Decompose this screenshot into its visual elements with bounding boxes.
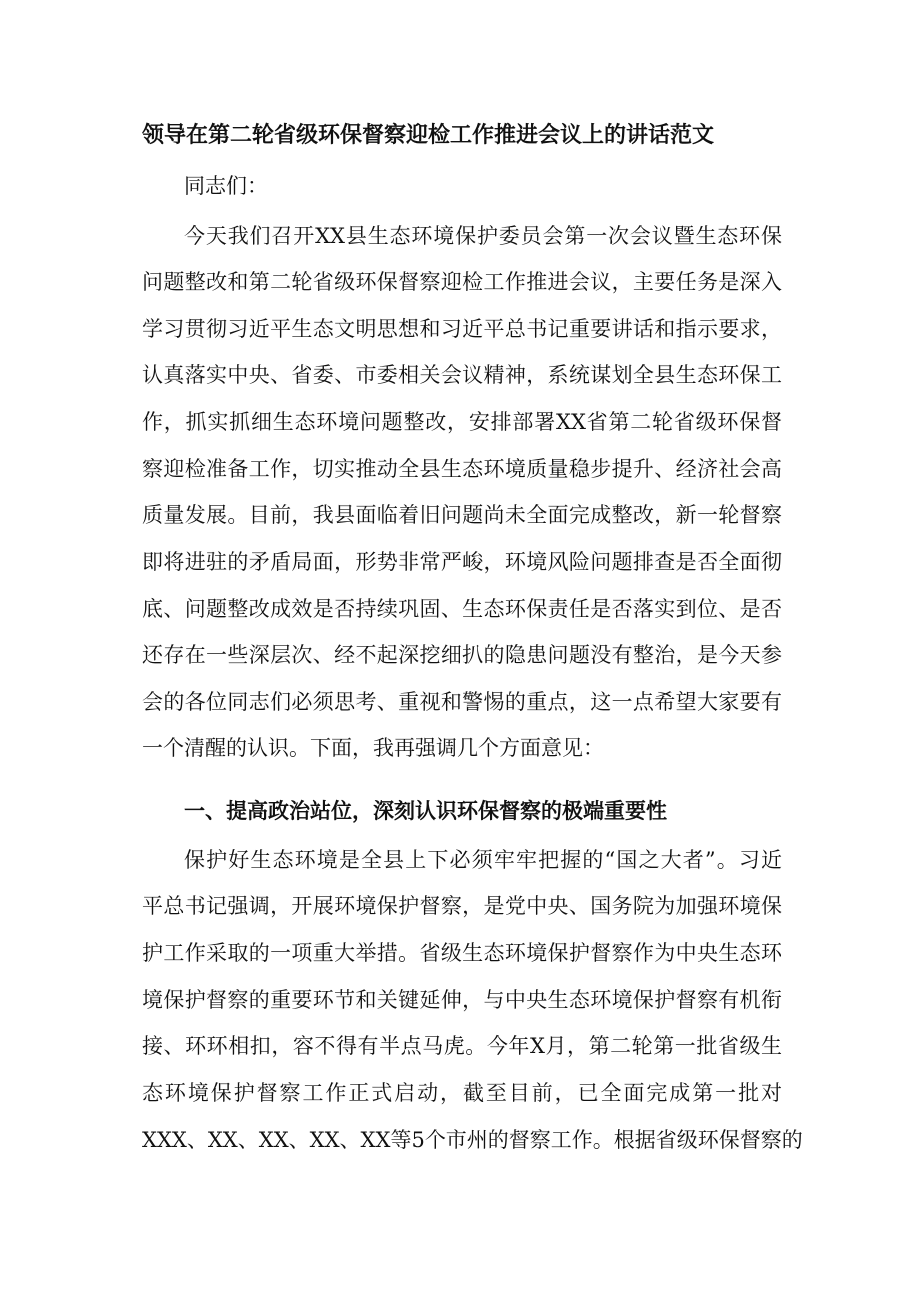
- paragraph-line: 察迎检准备工作，切实推动全县生态环境质量稳步提升、经济社会高: [142, 457, 782, 481]
- paragraph-line: 问题整改和第二轮省级环保督察迎检工作推进会议，主要任务是深入: [142, 270, 782, 294]
- paragraph-line: 今天我们召开XX县生态环境保护委员会第一次会议暨生态环保: [184, 224, 782, 248]
- section-heading: 一、提高政治站位，深刻认识环保督察的极端重要性: [184, 798, 667, 823]
- paragraph-line: 还存在一些深层次、经不起深挖细扒的隐患问题没有整治，是今天参: [142, 643, 782, 667]
- paragraph-line: 会的各位同志们必须思考、重视和警惕的重点，这一点希望大家要有: [142, 690, 782, 714]
- paragraph-line: 质量发展。目前，我县面临着旧问题尚未全面完成整改，新一轮督察: [142, 503, 782, 527]
- greeting: 同志们：: [184, 174, 268, 198]
- paragraph-line: 接、环环相扣，容不得有半点马虎。今年X月，第二轮第一批省级生: [142, 1034, 782, 1058]
- paragraph-line: 境保护督察的重要环节和关键延伸，与中央生态环境保护督察有机衔: [142, 988, 782, 1012]
- paragraph-line: 一个清醒的认识。下面，我再强调几个方面意见：: [142, 736, 604, 760]
- paragraph-line: 认真落实中央、省委、市委相关会议精神，系统谋划全县生态环保工: [142, 363, 782, 387]
- document-title: 领导在第二轮省级环保督察迎检工作推进会议上的讲话范文: [142, 122, 715, 148]
- paragraph-line: XXX、XX、XX、XX、XX等5个市州的督察工作。根据省级环保督察的: [142, 1128, 803, 1152]
- paragraph-line: 作，抓实抓细生态环境问题整改，安排部署XX省第二轮省级环保督: [142, 410, 782, 434]
- paragraph-line: 即将进驻的矛盾局面，形势非常严峻，环境风险问题排查是否全面彻: [142, 550, 782, 574]
- paragraph-line: 学习贯彻习近平生态文明思想和习近平总书记重要讲话和指示要求，: [142, 317, 782, 341]
- paragraph-line: 护工作采取的一项重大举措。省级生态环境保护督察作为中央生态环: [142, 941, 782, 965]
- paragraph-line: 保护好生态环境是全县上下必须牢牢把握的“国之大者”。习近: [184, 848, 782, 872]
- paragraph-line: 底、问题整改成效是否持续巩固、生态环保责任是否落实到位、是否: [142, 597, 782, 621]
- paragraph-line: 态环境保护督察工作正式启动，截至目前，已全面完成第一批对: [142, 1081, 782, 1105]
- paragraph-line: 平总书记强调，开展环境保护督察，是党中央、国务院为加强环境保: [142, 894, 782, 918]
